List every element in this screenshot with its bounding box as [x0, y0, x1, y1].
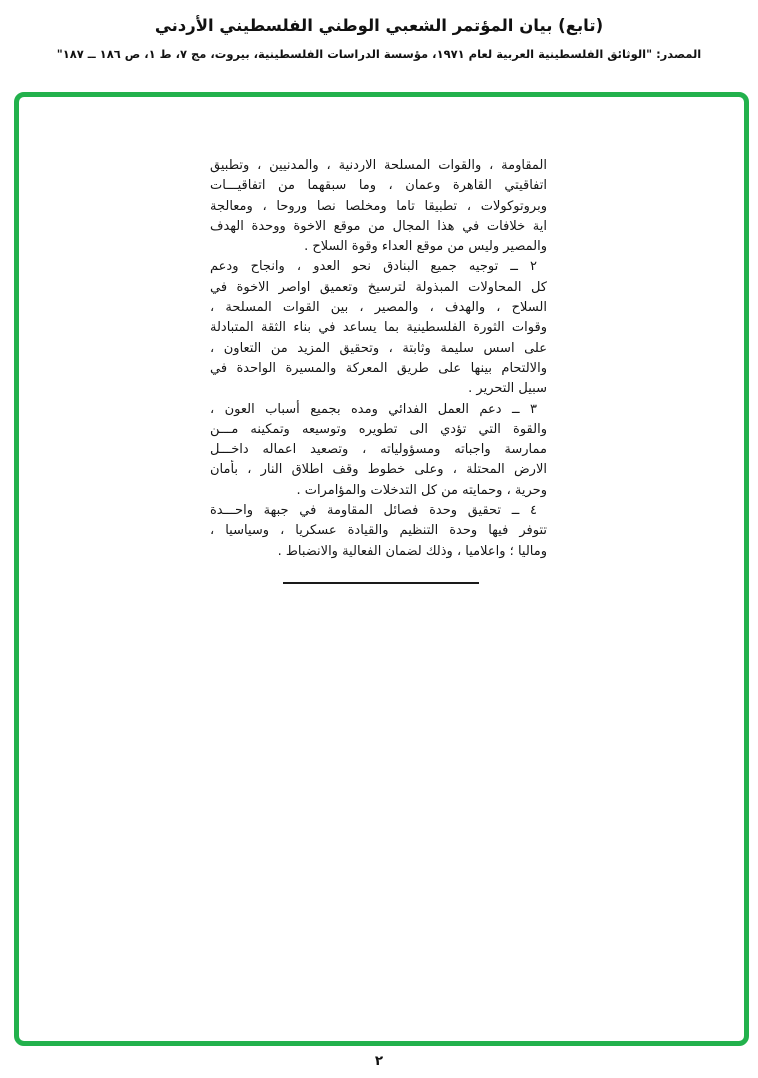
- document-title: (تابع) بيان المؤتمر الشعبي الوطني الفلسطيني الأردني: [154, 16, 604, 35]
- text-line-item-4: ٤ ــ تحقيق وحدة فصائل المقاومة في جبهة واحـــدة: [210, 503, 537, 519]
- text-line: ممارسة واجباته ومسؤولياته ، وتصعيد اعماله داخـــل: [210, 442, 547, 458]
- text-line-item-2: ٢ ــ توجيه جميع البنادق نحو العدو ، وانجاح ودعم: [210, 259, 537, 275]
- source-citation: المصدر: "الوثائق الفلسطينية العربية لعام ١٩٧١، مؤسسة الدراسات الفلسطينية، بيروت، مج ٧، ط ١، ص ١٨٦ ــ ١٨٧": [56, 47, 702, 61]
- text-line: وحرية ، وحمايته من كل التدخلات والمؤامرات .: [296, 482, 547, 498]
- page-number: ٢: [374, 1053, 384, 1069]
- text-line: على اسس سليمة وثابتة ، وتحقيق المزيد من التعاون ،: [210, 340, 547, 356]
- text-line: والالتحام بينها على طريق المعركة والمسيرة الواحدة في: [210, 360, 547, 376]
- text-line: وقوات الثورة الفلسطينية بما يساعد في بناء الثقة المتبادلة: [210, 320, 547, 336]
- end-divider-rule: [283, 582, 479, 584]
- text-line: كل المحاولات المبذولة لترسيخ وتعميق اواصر الاخوة في: [210, 279, 547, 295]
- text-line: اية خلافات في هذا المجال من موقع الاخوة ووحدة الهدف: [210, 218, 547, 234]
- text-line: تتوفر فيها وحدة التنظيم والقيادة عسكريا ، وسياسيا ،: [210, 523, 547, 539]
- text-line: وماليا ؛ واعلاميا ، وذلك لضمان الفعالية والانضباط .: [277, 543, 547, 559]
- document-body: [210, 156, 547, 562]
- text-line: المقاومة ، والقوات المسلحة الاردنية ، والمدنيين ، وتطبيق: [210, 158, 547, 173]
- text-line: السلاح ، والهدف ، والمصير ، بين القوات المسلحة ،: [210, 300, 547, 316]
- text-line: سبيل التحرير .: [468, 381, 547, 397]
- text-line: الارض المحتلة ، وعلى خطوط وقف اطلاق النار ، بأمان: [210, 462, 547, 478]
- text-line: اتفاقيتي القاهرة وعمان ، وما سبقهما من اتفاقيـــات: [210, 178, 547, 194]
- text-line-item-3: ٣ ــ دعم العمل الفدائي ومده بجميع أسباب العون ،: [210, 401, 537, 417]
- text-line: والقوة التي تؤدي الى تطويره وتوسيعه وتمكينه مـــن: [210, 421, 547, 437]
- text-line: والمصير وليس من موقع العداء وقوة السلاح .: [304, 239, 547, 255]
- text-line: وبروتوكولات ، تطبيقا تاما ومخلصا نصا وروحا ، ومعالجة: [210, 198, 547, 214]
